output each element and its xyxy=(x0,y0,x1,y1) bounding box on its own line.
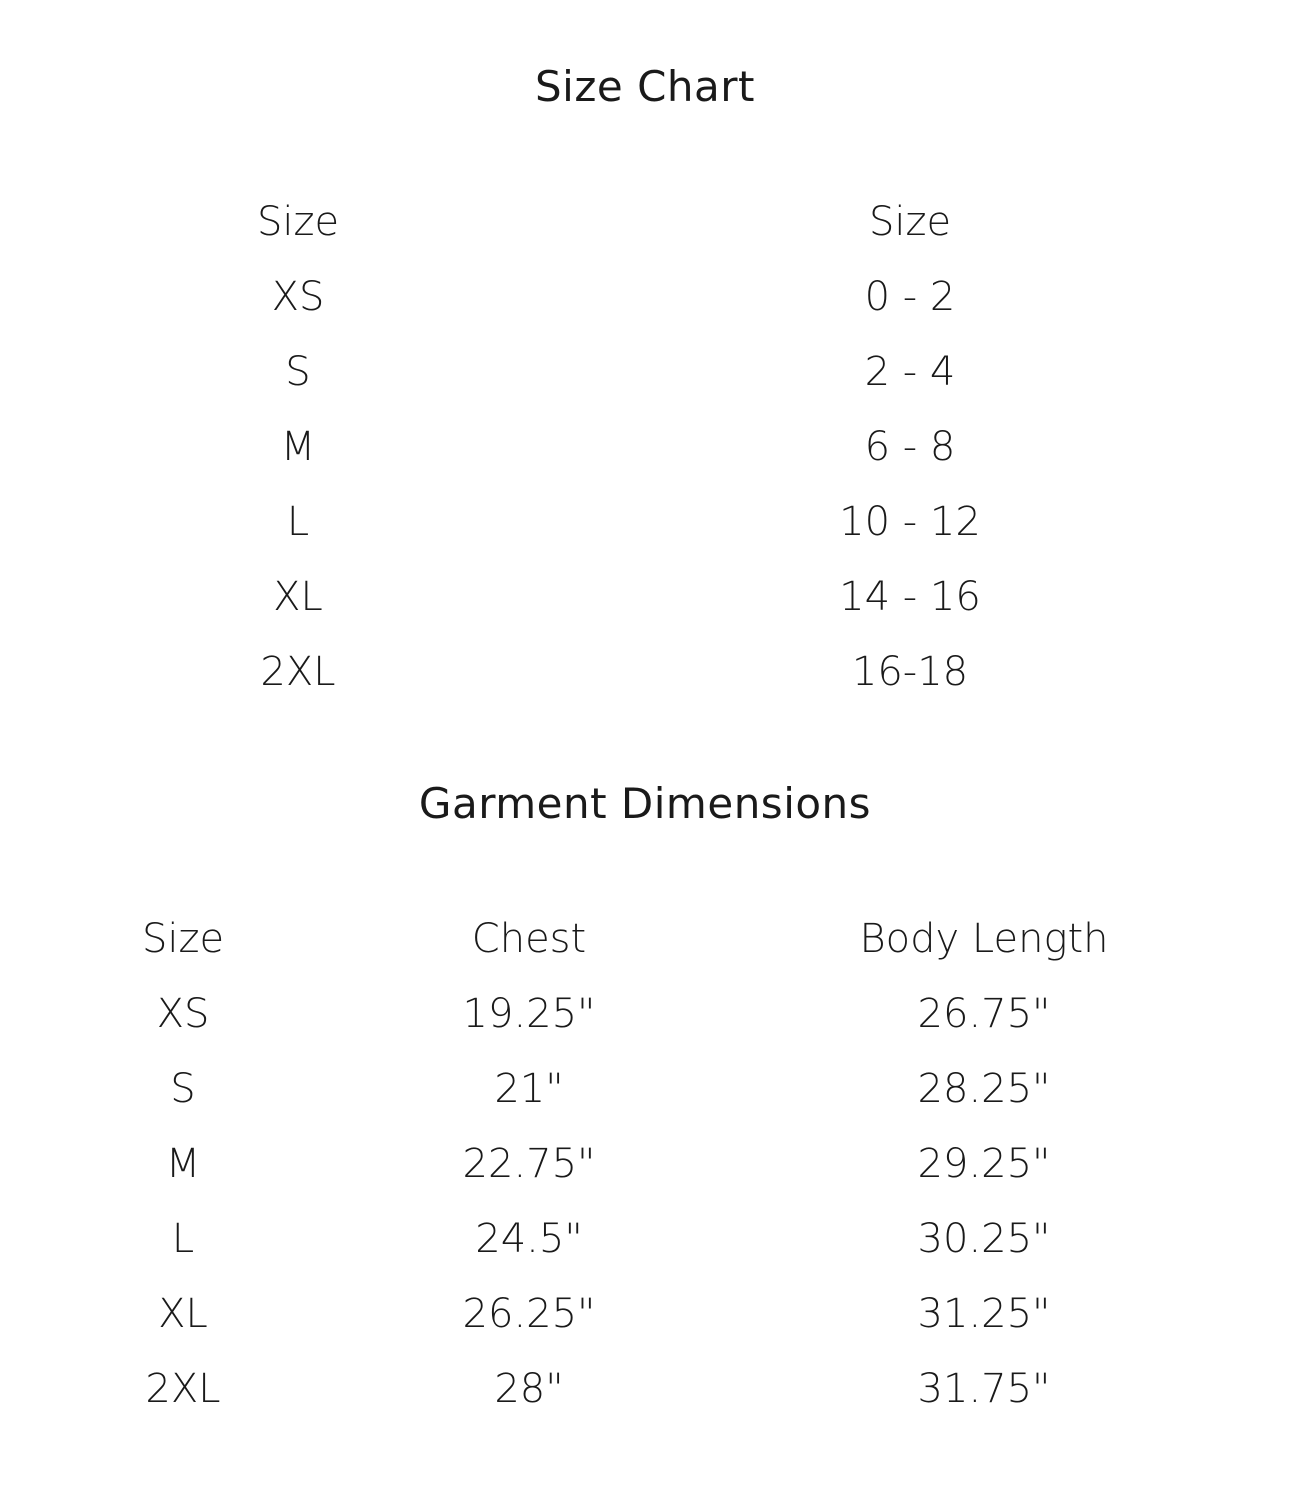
garment-cell-r3-c2: 30.25" xyxy=(917,1216,1051,1262)
garment-cell-r2-c1: 22.75" xyxy=(462,1141,596,1187)
size-chart-cell-r5-c1: 16-18 xyxy=(851,649,969,695)
size-chart-cell-r1-c1: 2 - 4 xyxy=(864,349,956,395)
size-chart-cell-r5-c0: 2XL xyxy=(260,649,336,695)
garment-cell-r2-c0: M xyxy=(165,1141,201,1187)
garment-cell-r5-c0: 2XL xyxy=(145,1366,221,1412)
size-chart-title: Size Chart xyxy=(535,62,755,111)
garment-cell-r1-c1: 21" xyxy=(494,1066,564,1112)
garment-header-2: Body Length xyxy=(859,916,1109,962)
garment-cell-r4-c0: XL xyxy=(158,1291,208,1337)
size-chart-header-1: Size xyxy=(868,199,952,245)
garment-cell-r4-c2: 31.25" xyxy=(917,1291,1051,1337)
size-chart-cell-r0-c0: XS xyxy=(271,274,325,320)
size-chart-cell-r0-c1: 0 - 2 xyxy=(864,274,956,320)
garment-cell-r3-c1: 24.5" xyxy=(475,1216,583,1262)
garment-header-0: Size xyxy=(141,916,225,962)
size-chart-cell-r2-c1: 6 - 8 xyxy=(864,424,956,470)
garment-cell-r0-c1: 19.25" xyxy=(462,991,596,1037)
size-chart-header-0: Size xyxy=(256,199,340,245)
garment-cell-r2-c2: 29.25" xyxy=(917,1141,1051,1187)
garment-cell-r5-c2: 31.75" xyxy=(917,1366,1051,1412)
size-chart-cell-r4-c0: XL xyxy=(273,574,323,620)
garment-cell-r0-c0: XS xyxy=(156,991,210,1037)
size-chart-cell-r4-c1: 14 - 16 xyxy=(839,574,981,620)
size-chart-cell-r1-c0: S xyxy=(285,349,311,395)
garment-header-1: Chest xyxy=(471,916,587,962)
garment-cell-r5-c1: 28" xyxy=(494,1366,564,1412)
garment-cell-r1-c2: 28.25" xyxy=(917,1066,1051,1112)
garment-cell-r3-c0: L xyxy=(171,1216,195,1262)
garment-cell-r1-c0: S xyxy=(170,1066,196,1112)
garment-cell-r0-c2: 26.75" xyxy=(917,991,1051,1037)
size-chart-cell-r3-c0: L xyxy=(286,499,310,545)
garment-cell-r4-c1: 26.25" xyxy=(462,1291,596,1337)
garment-dimensions-title: Garment Dimensions xyxy=(418,779,872,828)
size-chart-cell-r2-c0: M xyxy=(280,424,316,470)
size-chart-cell-r3-c1: 10 - 12 xyxy=(839,499,981,545)
